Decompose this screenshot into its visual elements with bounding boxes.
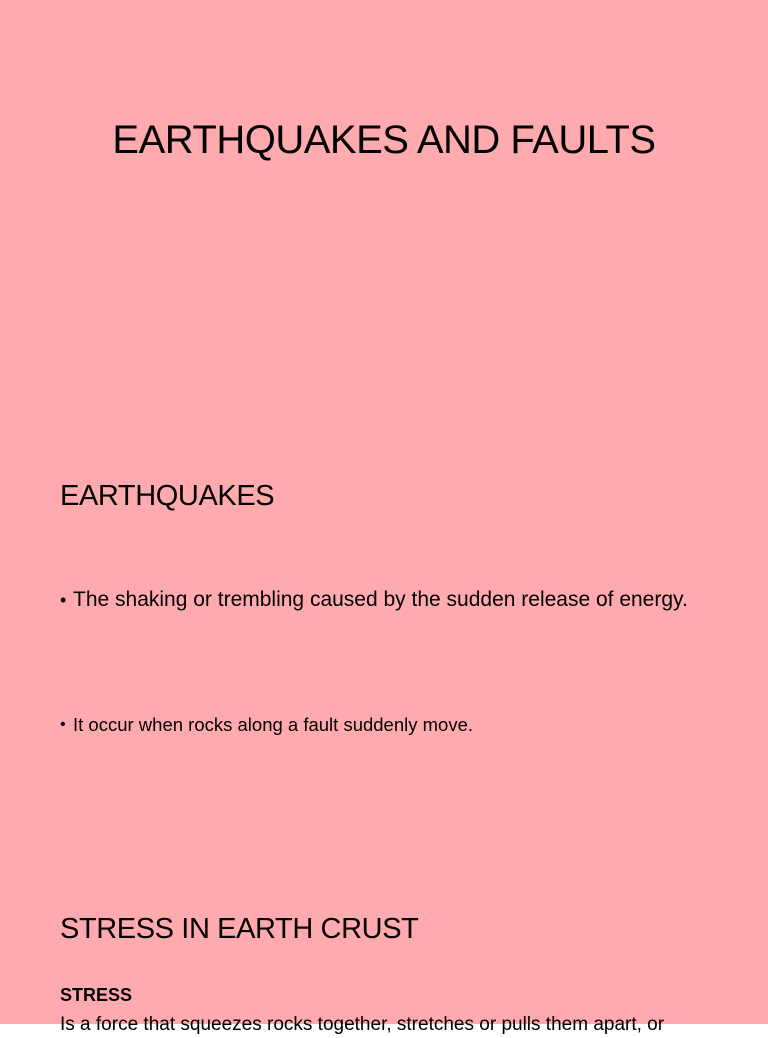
- bullet-dot-icon: •: [60, 716, 66, 733]
- bullet-item: [60, 712, 710, 738]
- bullet-dot-icon: •: [60, 590, 67, 610]
- bullet-text: It occur when rocks along a fault suddenly move.: [73, 714, 474, 735]
- stress-definition-text: Is a force that squeezes rocks together, stretches or pulls them apart, or: [60, 1014, 665, 1035]
- bullet-text: The shaking or trembling caused by the sudden release of energy.: [73, 588, 688, 611]
- stress-heading: STRESS IN EARTH CRUST: [60, 913, 419, 945]
- bullet-item: [60, 585, 710, 615]
- earthquakes-heading: EARTHQUAKES: [60, 480, 275, 512]
- slide-title: EARTHQUAKES AND FAULTS: [112, 118, 656, 162]
- stress-subheading: STRESS: [60, 985, 133, 1005]
